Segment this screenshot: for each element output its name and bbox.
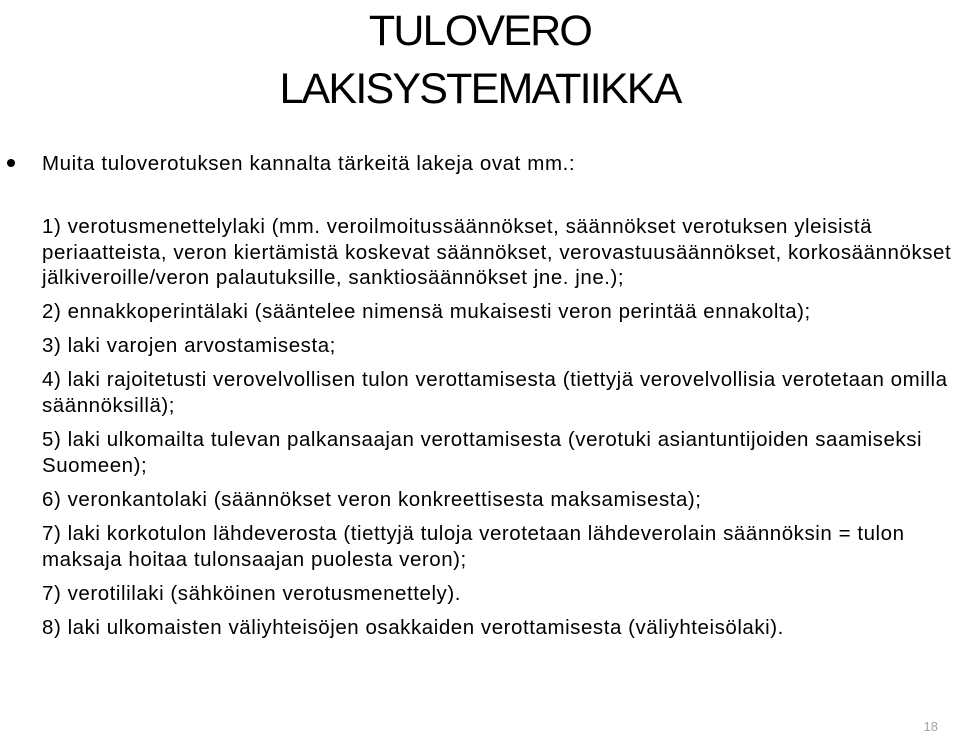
law-item-ulkomailta-tuleva-palkansaaja: 5) laki ulkomailta tulevan palkansaajan verottamisesta (verotuki asiantuntijoiden saamiseksi Suomeen);	[42, 427, 923, 477]
intro-bullet	[0, 148, 960, 180]
law-item-rajoitetusti-verovelvollinen: 4) laki rajoitetusti verovelvollisen tulon verottamisesta (tiettyjä verovelvollisia verotetaan omilla säännöksillä);	[42, 367, 948, 417]
law-item-veronkantolaki: 6) veronkantolaki (säännökset veron konkreettisesta maksamisesta);	[42, 487, 702, 511]
law-item-valiyhteisolaki: 8) laki ulkomaisten väliyhteisöjen osakkaiden verottamisesta (väliyhteisölaki).	[42, 615, 784, 639]
title-line-1: TULOVERO	[368, 7, 592, 55]
bullet-dot-icon	[7, 159, 15, 167]
intro-text: Muita tuloverotuksen kannalta tärkeitä lakeja ovat mm.:	[42, 152, 576, 175]
law-item-varojen-arvostaminen: 3) laki varojen arvostamisesta;	[42, 333, 336, 357]
law-item-verotusmenettelylaki: 1) verotusmenettelylaki (mm. veroilmoitussäännökset, säännökset verotuksen yleisistä periaatteista, veron kiertämistä koskevat säännökset, verovastuusäännökset, korkosäännökset jälkiveroille/veron palautuksille, sanktiosäännökset jne. jne.);	[42, 215, 952, 289]
title-line-2: LAKISYSTEMATIIKKA	[279, 65, 681, 113]
page-number: 18	[923, 719, 938, 734]
law-item-verotililaki: 7) verotililaki (sähköinen verotusmenettely).	[42, 581, 461, 605]
law-list	[42, 214, 957, 649]
law-item-korkotulon-lahdevero: 7) laki korkotulon lähdeverosta (tiettyjä tuloja verotetaan lähdeverolain säännöksin = tulon maksaja hoitaa tulonsaajan puolesta veron);	[42, 521, 905, 571]
slide-title	[0, 2, 960, 118]
law-item-ennakkoperintalaki: 2) ennakkoperintälaki (sääntelee nimensä mukaisesti veron perintää ennakolta);	[42, 299, 811, 323]
